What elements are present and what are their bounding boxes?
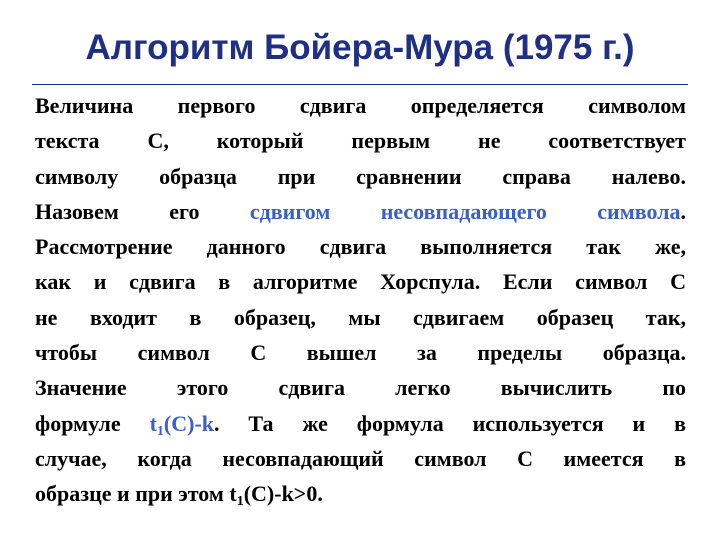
highlighted-term: сдвигом несовпадающего символа [249, 198, 681, 224]
formula-t-2: t [229, 481, 237, 507]
slide-title: Алгоритм Бойера-Мура (1975 г.) [85, 28, 635, 67]
text-line-3: символу образца при сравнении справа налево. [35, 163, 686, 189]
formula-rest: (C)-k [163, 410, 215, 436]
text-line-1: Величина первого сдвига определяется символом [35, 93, 686, 118]
text-line-12-prefix: образце и при этом [35, 481, 230, 507]
formula-rest-2: (C)-k>0 [243, 481, 318, 507]
formula-subscript: 1 [156, 423, 164, 439]
formula-subscript-2: 1 [236, 494, 244, 510]
text-line-11: случае, когда несовпадающий символ С имеется в [35, 445, 686, 471]
slide-body-text [35, 88, 686, 512]
formula-highlighted [149, 410, 215, 439]
text-line-12 [35, 476, 686, 511]
text-line-12-suffix: . [317, 481, 323, 507]
text-line-4-suffix: . [680, 198, 686, 224]
text-line-9: Значение этого сдвига легко вычислить по [35, 375, 686, 401]
formula-t: t [149, 410, 157, 436]
text-line-4 [35, 194, 686, 229]
title-divider [32, 84, 688, 85]
text-line-4-prefix: Назовем его [35, 198, 250, 224]
text-line-8: чтобы символ С вышел за пределы образца. [35, 340, 686, 366]
text-line-10 [35, 406, 686, 441]
text-line-5: Рассмотрение данного сдвига выполняется так же, [35, 234, 686, 260]
text-line-6: как и сдвига в алгоритме Хорспула. Если символ С [35, 269, 686, 295]
text-line-7: не входит в образец, мы сдвигаем образец так, [35, 304, 686, 330]
formula-inline [229, 481, 318, 510]
text-line-10-suffix: . Та же формула используется и в [214, 410, 686, 436]
text-line-2: текста С, который первым не соответствует [35, 128, 686, 154]
text-line-10-prefix: формуле [35, 410, 150, 436]
